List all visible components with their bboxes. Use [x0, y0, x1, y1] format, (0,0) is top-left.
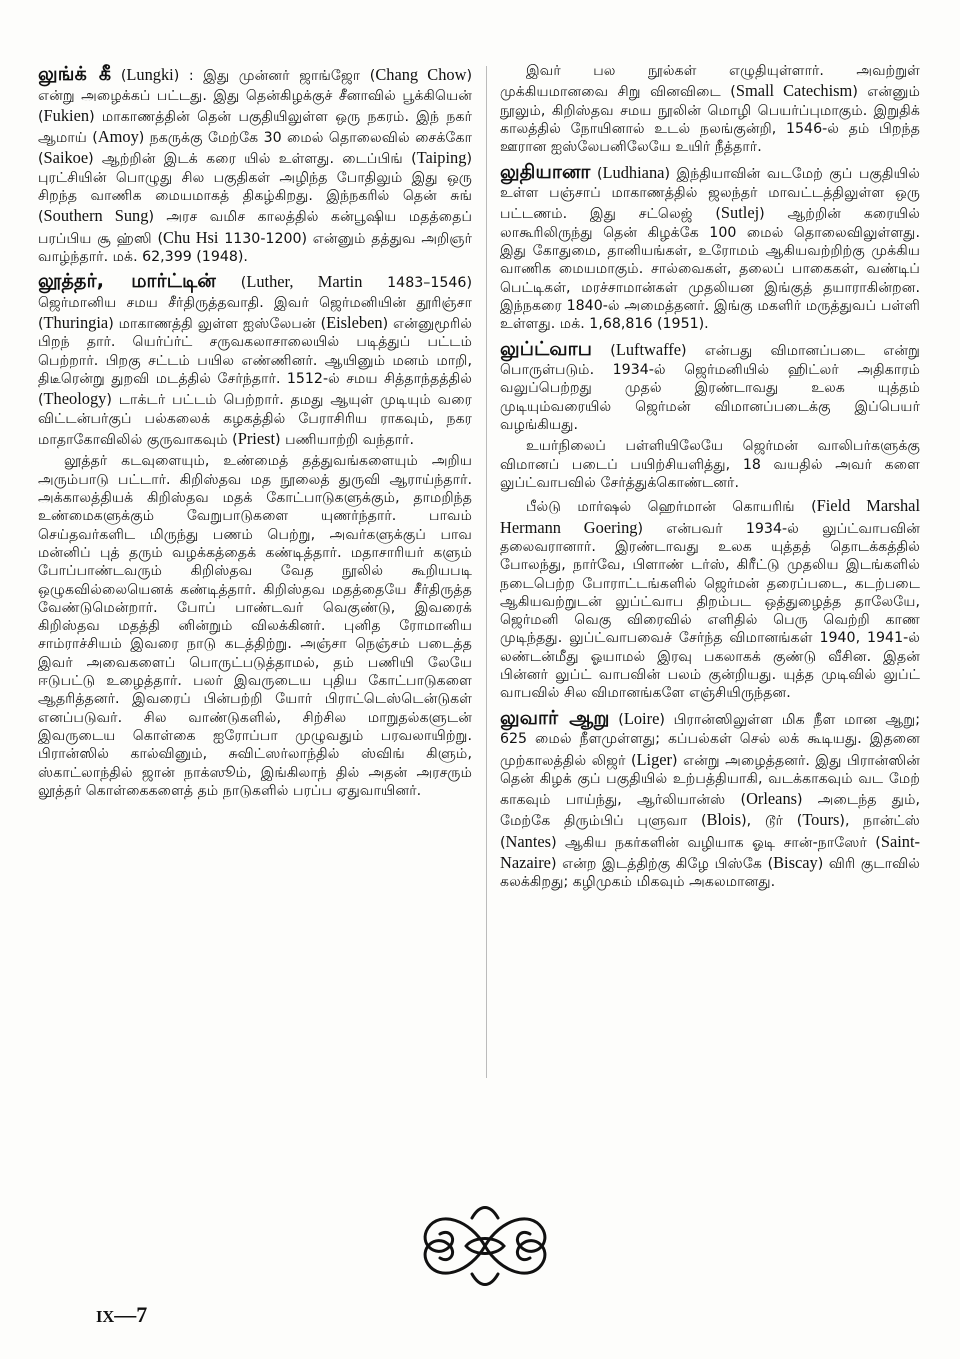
- ornament-icon: [410, 1200, 560, 1292]
- headword-luther: லூத்தர், மார்ட்டின்: [38, 270, 217, 293]
- left-column: [38, 62, 472, 803]
- headword-luftwaffe: லுப்ட்வாப: [500, 337, 593, 360]
- entry-luftwaffe-paragraph: உயர்நிலைப் பள்ளியிலேயே ஜெர்மன் வாலிபர்களுக்கு விமானப் படைப் பயிற்சியளித்து, 18 வயதில் அவர் களை லுப்ட்வாபவில் சேர்த்துக்கொண்டனர்.: [500, 438, 920, 491]
- entry-ludhiana: [500, 160, 920, 334]
- headword-lungki: லுங்க் கீ: [38, 63, 112, 85]
- entry-text: (Luftwaffe) என்பது விமானப்படை என்று பொருள்படும். 1934-ல் ஜெர்மனியில் ஹிட்லர் அதிகாரம் வலுப்பெற்றது முதல் இரண்டாவது உலக யுத்தம் முடியும்வரையில் ஜெர்மன் விமானப்படைக்கு இப்பெயர் வழங்கியது.: [500, 339, 920, 433]
- entry-text: (Lungki) : இது முன்னர் ஜாங்ஜோ (Chang Chow) என்று அழைக்கப் பட்டது. இது தென்கிழக்குச் சீனாவில் பூக்கியென் (Fukien) மாகாணத்தின் தென் பகுதியிலுள்ள ஒரு நகரம். இந் நகர் ஆமாய் (Amoy) நகருக்கு மேற்கே 30 மைல் தொலைவில் சைக்கோ (Saikoe) ஆற்றின் இடக் கரை யில் உள்ளது. டைப்பிங் (Taiping) புரட்சியின் பொழுது சில பகுதிகள் அழிந்த போதிலும் இது ஒரு சிறந்த வாணிக மையமாகத் திகழ்கிறது. இந்நகரில் தென் சுங் (Southern Sung) அரச வமிச காலத்தில் கன்பூஷிய மதத்தைப் பரப்பிய சூ ஹ்ஸி (Chu Hsi 1130-1200) என்னும் தத்துவ அறிஞர் வாழ்ந்தார். மக். 62,399 (1948).: [38, 65, 473, 265]
- entry-luftwaffe: [500, 337, 920, 435]
- column-divider: [486, 66, 487, 1078]
- headword-ludhiana: லுதியானா: [500, 160, 591, 183]
- entry-luftwaffe-paragraph: பீல்டு மார்ஷல் ஹெர்மான் கொயரிங் (Field Marshal Hermann Goering) என்பவர் 1934-ல் லுப்ட்வாபவின் தலைவரானார். இரண்டாவது உலக யுத்தத் தொடக்கத்தில் போலந்து, நார்வே, பிளாண் டர்ஸ், கிரீட்டு முதலிய இடங்களில் நடைபெற்ற போராட்டங்களில் ஜெர்மன் தரைப்படை, கடற்படை ஆகியவற்றுடன் லுப்ட்வாப திறம்பட ஒத்துழைத்த தாலேயே, ஜெர்மனி வெகு விரைவில் எளிதில் பெரு வெற்றி காண முடிந்தது. லுப்ட்வாபவைச் சேர்ந்த விமானங்கள் 1940, 1941-ல் லண்டன்மீது ஓயாமல் இரவு பகலாகக் குண்டு வீசின. இதன் பின்னர் லுப்ட் வாபவின் பலம் குன்றியது. யுத்த முடிவில் லுப்ட் வாபவில் சில விமானங்களே எஞ்சியிருந்தன.: [500, 496, 921, 702]
- entry-text: (Ludhiana) இந்தியாவின் வடமேற் குப் பகுதியில் உள்ள பஞ்சாப் மாகாணத்தில் ஜலந்தர் மாவட்டத்திலுள்ள ஒரு பட்டணம். இது சட்லெஜ் (Sutlej) ஆற்றின் கரையில் லாகூரிலிருந்து தென் கிழக்கே 100 மைல் தொலைவிலுள்ளது. இது கோதுமை, தானியங்கள், உரோமம் ஆகியவற்றிற்கு முக்கிய வாணிக மையமாகும். சால்வைகள், தலைப் பாகைகள், வண்டிப் பெட்டிகள், மரச்சாமான்கள் முதலியன இங்குத் தயாராகின்றன. இந்நகரை 1840-ல் அமைத்தனர். இங்கு மகளிர் மருத்துவப் பள்ளி உள்ளது. மக். 1,68,816 (1951).: [500, 162, 920, 333]
- right-column: [500, 62, 920, 895]
- entry-lungki: [38, 62, 472, 266]
- headword-loire: லுவார் ஆறு: [500, 706, 610, 729]
- page-number: IX—7: [96, 1302, 148, 1327]
- entry-text: (Loire) பிரான்ஸிலுள்ள மிக நீள மான ஆறு; 625 மைல் நீளமுள்ளது; கப்பல்கள் செல் லக் கூடியது. இதனை முற்காலத்தில் லிஜர் (Liger) என்று அழைத்தனர். இது பிரான்ஸின் தென் கிழக் குப் பகுதியில் உற்பத்தியாகி, வடக்காகவும் வட மேற் காகவும் பாய்ந்து, ஆர்லியான்ஸ் (Orleans) அடைந்த தும், மேற்கே திரும்பிப் புளுவா (Blois), டூர் (Tours), நான்ட்ஸ் (Nantes) ஆகிய நகர்களின் வழியாக ஓடி சான்-நாஸேர் (Saint-Nazaire) என்ற இடத்திற்கு கிழே பிஸ்கே (Biscay) விரி குடாவில் கலக்கிறது; கழிமுகம் மிகவும் அகலமானது.: [500, 708, 921, 891]
- entry-luther: [38, 269, 472, 449]
- entry-luther-continued: இவர் பல நூல்கள் எழுதியுள்ளார். அவற்றுள் முக்கியமானவை சிறு வினவிடை (Small Catechism) என்னும் நூலும், கிறிஸ்தவ சமய நூலின் மொழி பெயர்ப்புமாகும். இறுதிக் காலத்தில் நோயினால் உடல் நலங்குன்றி, 1546-ல் தம் பிறந்த ஊரான ஐஸ்லேபனிலேயே உயிர் நீத்தார்.: [500, 63, 920, 156]
- entry-text: (Luther, Martin 1483–1546) ஜெர்மானிய சமய சீர்திருத்தவாதி. இவர் ஜெர்மனியின் தூரிஞ்சா (Thuringia) மாகாணத்தி லுள்ள ஐஸ்லேபன் (Eisleben) என்னுமூரில் பிறந் தார். யெர்ப்ர்ட் சருவகலாசாலையில் படித்துப் பட்டம் பெற்றார். பிறகு சட்டம் பயில எண்ணினர். ஆயினும் மனம் மாறி, திடீரென்று துறவி மடத்தில் சேர்ந்தார். 1512-ல் சமய சித்தாந்தத்தில் (Theology) டாக்டர் பட்டம் பெற்றார். தமது ஆயுள் முடியும் வரை விட்டன்பர்குப் பல்கலைக் கழகத்தில் பேராசிரிய ராகவும், நகர மாதாகோவிலில் குருவாகவும் (Priest) பணியாற்றி வந்தார்.: [38, 272, 472, 448]
- entry-loire: [500, 706, 920, 892]
- entry-luther-paragraph: லூத்தர் கடவுளையும், உண்மைத் தத்துவங்களையும் அறிய அரும்பாடு பட்டார். கிறிஸ்தவ மத நூலைத் துருவி ஆராய்ந்தார். அக்காலத்தியக் கிறிஸ்தவ மதக் கோட்பாடுகளுக்கும், தாமறிந்த உண்மைகளுக்கும் வேறுபாடுகளை யுணர்ந்தார். பாவம் செய்தவர்களிட மிருந்து பணம் பெற்று, அவர்களுக்குப் பாவ மன்னிப் புத் தரும் வழக்கத்தைக் கண்டித்தார். மதாசாரியர் களும் போப்பாண்டவரும் கிறிஸ்தவ வேத நூலில் கூறியபடி ஒழுகவில்லையெனக் கண்டித்தார். கிறிஸ்தவ மதத்தையே சீர்திருத்த வேண்டுமென்றார். போப் பாண்டவர் வெகுண்டு, இவரைக் கிறிஸ்தவ மதத்தி னின்றும் விலக்கினர். புனித ரோமானிய சாம்ராச்சியம் இவரை நாடு கடத்திற்று. அஞ்சா நெஞ்சம் படைத்த இவர் அவைகளைப் பொருட்படுத்தாமல், தம் பணியி லேயே ஈடுபட்டு உழைத்தார். பலர் இவருடைய புதிய கோட்பாடுகளை ஆதரித்தனர். இவரைப் பின்பற்றி யோர் பிராட்டெஸ்டென்டுகள் எனப்படுவர். சில வாண்டுகளில், சிற்சில மாறுதல்களுடன் இவருடைய கொள்கை ஐரோப்பா முழுவதும் பரவலாயிற்று. பிரான்ஸில் கால்வினும், சுவிட்ஸர்லாந்தில் ஸ்விங் கிளும், ஸ்காட்லாந்தில் ஜான் நாக்ஸூம், இங்கிலாந் தில் அதன் அரசரும் லூத்தர் கொள்கைகளைத் தம் நாடுகளில் பரப்ப ஏதுவாயினர்.: [38, 453, 472, 799]
